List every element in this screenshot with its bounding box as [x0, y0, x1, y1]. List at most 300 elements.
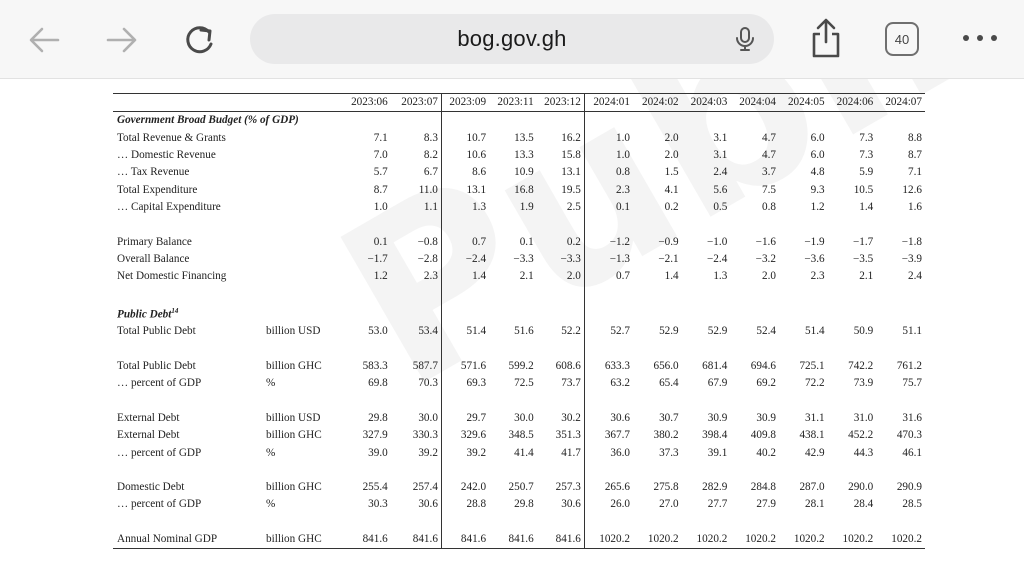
table-cell: 28.8 [441, 496, 489, 513]
fiscal-data-table [113, 93, 925, 549]
table-cell: 10.5 [853, 183, 874, 196]
empty-cell [340, 392, 391, 409]
row-unit: billion GHC [263, 531, 340, 549]
table-cell: 1020.2 [682, 531, 731, 549]
table-cell: 242.0 [441, 479, 489, 496]
table-cell: 50.9 [853, 325, 874, 338]
table-cell: 1020.2 [779, 531, 828, 549]
table-cell: −3.3 [560, 252, 581, 265]
empty-cell [537, 303, 585, 324]
empty-cell [441, 462, 489, 479]
table-cell: 51.6 [514, 325, 534, 338]
empty-cell [537, 112, 585, 130]
empty-cell [340, 112, 391, 130]
microphone-icon[interactable] [732, 26, 758, 52]
table-cell: 5.6 [713, 183, 728, 196]
table-cell: 41.4 [514, 446, 534, 459]
empty-cell [263, 216, 340, 233]
empty-cell [633, 216, 682, 233]
empty-cell [828, 514, 877, 531]
table-cell: 31.1 [805, 411, 825, 424]
empty-cell [876, 341, 925, 358]
empty-cell [391, 341, 442, 358]
empty-cell [340, 462, 391, 479]
table-cell: 30.9 [756, 411, 776, 424]
table-cell: 681.4 [702, 360, 728, 373]
table-cell: 761.2 [896, 360, 922, 373]
row-label: … percent of GDP [117, 498, 202, 511]
table-cell: 0.2 [664, 200, 679, 213]
table-cell: 1.9 [519, 200, 534, 213]
row-label: Primary Balance [117, 235, 192, 248]
table-cell: 841.6 [340, 531, 391, 549]
table-cell: 409.8 [750, 429, 776, 442]
table-row [113, 531, 925, 549]
empty-cell [779, 514, 828, 531]
empty-cell [876, 462, 925, 479]
empty-cell [682, 341, 731, 358]
table-cell: 7.5 [761, 183, 776, 196]
table-cell: 0.8 [761, 200, 776, 213]
table-cell: 9.3 [810, 183, 825, 196]
row-unit: billion USD [266, 325, 321, 338]
table-cell: 13.1 [441, 181, 489, 198]
table-cell: 8.3 [423, 131, 438, 144]
table-cell: 70.3 [418, 377, 438, 390]
table-cell: 250.7 [508, 481, 534, 494]
table-cell: 367.7 [584, 427, 633, 444]
row-unit: billion USD [266, 411, 321, 424]
table-cell: 30.6 [561, 498, 581, 511]
table-cell: 1.0 [584, 147, 633, 164]
table-cell: 4.7 [761, 131, 776, 144]
table-cell: 10.6 [441, 147, 489, 164]
table-cell: 40.2 [756, 446, 776, 459]
empty-cell [633, 285, 682, 302]
table-cell: 30.2 [561, 411, 581, 424]
row-unit [263, 147, 340, 164]
table-cell: 13.3 [514, 149, 534, 162]
table-cell: −3.9 [901, 252, 922, 265]
table-cell: 13.5 [514, 131, 534, 144]
table-cell: 73.9 [853, 377, 874, 390]
url-text: bog.gov.gh [457, 26, 567, 51]
spacer-row [113, 514, 925, 531]
table-cell: 330.3 [412, 429, 438, 442]
table-cell: 0.1 [584, 199, 633, 216]
table-cell: 3.1 [713, 131, 728, 144]
table-cell: 73.7 [561, 377, 581, 390]
column-header: 2023:06 [340, 94, 391, 112]
row-unit [263, 199, 340, 216]
table-row [113, 147, 925, 164]
empty-cell [340, 285, 391, 302]
table-cell: 5.9 [859, 166, 874, 179]
column-header: 2024:01 [584, 94, 633, 112]
table-row [113, 199, 925, 216]
empty-cell [682, 285, 731, 302]
empty-cell [263, 462, 340, 479]
table-cell: 1.3 [441, 199, 489, 216]
table-cell: 28.4 [853, 498, 874, 511]
table-cell: 694.6 [750, 360, 776, 373]
table-cell: 8.7 [908, 149, 922, 162]
row-label: External Debt [117, 429, 180, 442]
table-cell: 39.2 [418, 446, 438, 459]
table-cell: 290.0 [848, 481, 874, 494]
table-cell: 2.3 [810, 270, 825, 283]
column-header: 2024:02 [633, 94, 682, 112]
document [113, 93, 925, 549]
empty-cell [113, 462, 263, 479]
empty-cell [584, 462, 633, 479]
empty-cell [584, 392, 633, 409]
table-cell: 16.8 [514, 183, 534, 196]
table-cell: 1.1 [423, 200, 438, 213]
table-cell: 257.4 [412, 481, 438, 494]
empty-cell [441, 112, 489, 130]
row-label: … Tax Revenue [117, 166, 190, 179]
empty-cell [391, 303, 442, 324]
table-cell: 2.1 [519, 270, 534, 283]
empty-cell [876, 303, 925, 324]
table-cell: −3.2 [755, 252, 776, 265]
empty-cell [391, 112, 442, 130]
empty-cell [633, 341, 682, 358]
row-label: … Capital Expenditure [117, 200, 221, 213]
column-header: 2024:05 [779, 94, 828, 112]
table-cell: 65.4 [659, 377, 679, 390]
empty-cell [682, 303, 731, 324]
table-cell: 1.6 [908, 200, 922, 213]
table-cell: 587.7 [412, 360, 438, 373]
table-row [113, 268, 925, 285]
empty-cell [489, 303, 537, 324]
table-cell: 329.6 [441, 427, 489, 444]
table-row [113, 410, 925, 427]
table-row [113, 164, 925, 181]
header-blank [113, 94, 263, 112]
empty-cell [682, 462, 731, 479]
row-label: Total Expenditure [117, 183, 198, 196]
empty-cell [263, 514, 340, 531]
table-cell: 7.0 [373, 149, 388, 162]
footnote-marker: 14 [171, 306, 179, 315]
table-cell: −1.3 [584, 251, 633, 268]
table-cell: 0.8 [584, 164, 633, 181]
table-cell: 265.6 [584, 479, 633, 496]
table-cell: 52.2 [561, 325, 581, 338]
table-cell: −1.8 [901, 235, 922, 248]
empty-cell [113, 341, 263, 358]
table-cell: 72.5 [514, 377, 534, 390]
empty-cell [876, 112, 925, 130]
table-cell: 1.0 [373, 200, 388, 213]
table-cell: 841.6 [441, 531, 489, 549]
empty-cell [441, 341, 489, 358]
empty-cell [633, 303, 682, 324]
empty-cell [537, 392, 585, 409]
empty-cell [340, 514, 391, 531]
table-cell: 348.5 [508, 429, 534, 442]
table-cell: 28.1 [805, 498, 825, 511]
table-cell: 2.3 [423, 270, 438, 283]
table-cell: 67.9 [707, 377, 728, 390]
table-cell: 275.8 [653, 481, 679, 494]
table-cell: 69.8 [368, 377, 388, 390]
table-cell: 257.3 [555, 481, 581, 494]
table-cell: 2.4 [908, 270, 922, 283]
table-cell: 8.7 [373, 183, 388, 196]
empty-cell [730, 341, 779, 358]
table-cell: 255.4 [362, 481, 388, 494]
empty-cell [828, 392, 877, 409]
table-cell: 0.1 [373, 235, 388, 248]
section-title [113, 112, 340, 130]
table-cell: 51.1 [902, 325, 922, 338]
table-cell: 30.0 [418, 411, 438, 424]
table-row [113, 358, 925, 375]
empty-cell [441, 303, 489, 324]
table-cell: −1.9 [804, 235, 825, 248]
table-cell: −0.9 [658, 235, 679, 248]
empty-cell [779, 285, 828, 302]
empty-cell [263, 392, 340, 409]
table-cell: 30.6 [418, 498, 438, 511]
table-cell: 51.4 [441, 323, 489, 340]
empty-cell [391, 462, 442, 479]
table-cell: 1.3 [713, 270, 728, 283]
table-cell: 7.1 [373, 131, 388, 144]
table-cell: 1020.2 [584, 531, 633, 549]
table-cell: 438.1 [799, 429, 825, 442]
empty-cell [682, 112, 731, 130]
table-cell: 470.3 [896, 429, 922, 442]
more-dots-icon[interactable] [960, 28, 1000, 48]
empty-cell [730, 216, 779, 233]
table-row [113, 233, 925, 250]
column-header: 2024:06 [828, 94, 877, 112]
row-label: Total Public Debt [117, 325, 196, 338]
row-label: External Debt [117, 411, 180, 424]
table-cell: 4.8 [810, 166, 825, 179]
table-cell: 41.7 [561, 446, 581, 459]
table-cell: 2.3 [584, 181, 633, 198]
empty-cell [489, 285, 537, 302]
table-cell: 287.0 [799, 481, 825, 494]
empty-cell [537, 341, 585, 358]
row-label: Total Revenue & Grants [117, 131, 226, 144]
empty-cell [113, 514, 263, 531]
forward-arrow-icon[interactable] [98, 16, 146, 64]
empty-cell [682, 514, 731, 531]
empty-cell [876, 392, 925, 409]
table-cell: 1020.2 [633, 531, 682, 549]
table-cell: 52.9 [659, 325, 679, 338]
table-cell: −1.0 [707, 235, 728, 248]
empty-cell [113, 285, 263, 302]
empty-cell [537, 514, 585, 531]
table-cell: 7.1 [908, 166, 922, 179]
table-cell: 10.7 [441, 130, 489, 147]
table-cell: 19.5 [561, 183, 581, 196]
table-cell: −1.6 [755, 235, 776, 248]
row-label: Total Public Debt [117, 360, 196, 373]
empty-cell [730, 392, 779, 409]
row-unit: billion GHC [266, 429, 322, 442]
table-cell: 742.2 [848, 360, 874, 373]
table-cell: 31.6 [902, 411, 922, 424]
table-cell: 27.7 [707, 498, 728, 511]
spacer-row [113, 392, 925, 409]
row-unit: % [266, 498, 276, 511]
share-icon[interactable] [806, 16, 846, 60]
table-cell: 380.2 [653, 429, 679, 442]
table-cell: 327.9 [362, 429, 388, 442]
spacer-row [113, 462, 925, 479]
table-cell: −1.2 [584, 233, 633, 250]
table-cell: 4.1 [664, 183, 679, 196]
table-cell: 725.1 [799, 360, 825, 373]
table-cell: 4.7 [761, 149, 776, 162]
empty-cell [489, 216, 537, 233]
empty-cell [876, 514, 925, 531]
table-cell: 6.0 [810, 149, 825, 162]
cropped-title-line [250, 79, 690, 82]
empty-cell [340, 216, 391, 233]
table-cell: 16.2 [561, 131, 581, 144]
row-label: … percent of GDP [117, 446, 202, 459]
row-label: … percent of GDP [117, 377, 202, 390]
table-row [113, 130, 925, 147]
table-cell: 1.4 [859, 200, 874, 213]
table-cell: 583.3 [362, 360, 388, 373]
table-cell: 351.3 [555, 429, 581, 442]
table-cell: −3.6 [804, 252, 825, 265]
table-cell: 2.0 [664, 131, 679, 144]
empty-cell [779, 216, 828, 233]
back-arrow-icon[interactable] [20, 16, 68, 64]
table-cell: 7.3 [859, 149, 874, 162]
empty-cell [391, 216, 442, 233]
table-cell: 12.6 [902, 183, 922, 196]
table-cell: 11.0 [418, 183, 438, 196]
table-cell: 30.7 [659, 411, 679, 424]
empty-cell [441, 514, 489, 531]
table-cell: 1.2 [373, 270, 388, 283]
table-cell: 46.1 [902, 446, 922, 459]
empty-cell [340, 303, 391, 324]
section-title-text: Public Debt [117, 308, 172, 321]
empty-cell [730, 303, 779, 324]
table-cell: 30.9 [707, 411, 728, 424]
table-cell: 27.0 [659, 498, 679, 511]
table-row [113, 375, 925, 392]
reload-icon[interactable] [176, 16, 224, 64]
row-unit [263, 130, 340, 147]
empty-cell [779, 392, 828, 409]
table-cell: 36.0 [584, 444, 633, 461]
tab-count-button[interactable] [885, 22, 919, 56]
table-cell: 37.3 [659, 446, 679, 459]
table-cell: 69.2 [756, 377, 776, 390]
spacer-row [113, 341, 925, 358]
table-cell: 29.8 [514, 498, 534, 511]
empty-cell [391, 392, 442, 409]
table-cell: 2.0 [566, 270, 581, 283]
empty-cell [489, 341, 537, 358]
empty-cell [441, 216, 489, 233]
table-cell: 571.6 [441, 358, 489, 375]
table-cell: 10.9 [514, 166, 534, 179]
table-cell: 31.0 [853, 411, 874, 424]
table-cell: 28.5 [902, 498, 922, 511]
section-header-row [113, 303, 925, 324]
empty-cell [263, 285, 340, 302]
empty-cell [633, 462, 682, 479]
empty-cell [441, 392, 489, 409]
table-cell: 608.6 [555, 360, 581, 373]
column-header: 2023:11 [489, 94, 537, 112]
row-unit [263, 251, 340, 268]
section-header-row [113, 112, 925, 130]
table-cell: 0.7 [441, 233, 489, 250]
table-cell: 52.7 [584, 323, 633, 340]
table-cell: 284.8 [750, 481, 776, 494]
table-cell: 63.2 [584, 375, 633, 392]
table-cell: 2.4 [713, 166, 728, 179]
row-label: Overall Balance [117, 252, 190, 265]
row-label: Domestic Debt [117, 481, 185, 494]
empty-cell [828, 112, 877, 130]
table-cell: −2.4 [707, 252, 728, 265]
table-cell: 841.6 [537, 531, 585, 549]
empty-cell [730, 285, 779, 302]
table-cell: 841.6 [489, 531, 537, 549]
table-cell: 15.8 [561, 149, 581, 162]
table-cell: 27.9 [756, 498, 776, 511]
table-cell: 39.1 [707, 446, 728, 459]
empty-cell [828, 303, 877, 324]
row-unit: billion GHC [266, 360, 322, 373]
empty-cell [489, 392, 537, 409]
table-cell: 1.4 [441, 268, 489, 285]
empty-cell [584, 341, 633, 358]
table-row [113, 427, 925, 444]
empty-cell [828, 341, 877, 358]
empty-cell [730, 462, 779, 479]
column-header: 2024:04 [730, 94, 779, 112]
table-cell: 26.0 [584, 496, 633, 513]
table-cell: 599.2 [508, 360, 534, 373]
table-row [113, 323, 925, 340]
empty-cell [391, 514, 442, 531]
table-row [113, 496, 925, 513]
table-cell: 841.6 [391, 531, 442, 549]
column-header: 2023:12 [537, 94, 585, 112]
section-title-text: Government Broad Budget (% of GDP) [117, 114, 299, 127]
table-cell: 39.0 [368, 446, 388, 459]
empty-cell [263, 341, 340, 358]
table-cell: 30.6 [584, 410, 633, 427]
tab-count: 40 [894, 31, 910, 47]
table-cell: 8.2 [423, 149, 438, 162]
empty-cell [584, 303, 633, 324]
table-cell: 52.4 [756, 325, 776, 338]
table-cell: 51.4 [805, 325, 825, 338]
table-cell: −3.3 [513, 252, 534, 265]
address-bar[interactable] [250, 14, 774, 64]
